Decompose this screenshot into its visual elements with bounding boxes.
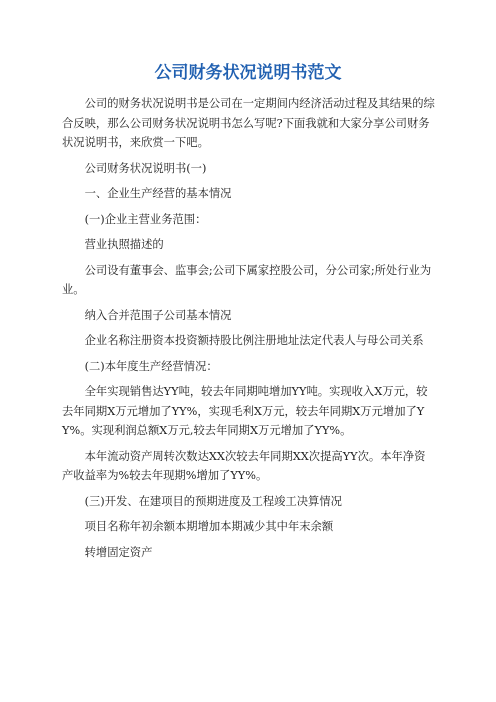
paragraph-heading-1: 一、企业生产经营的基本情况 (84, 187, 232, 200)
document-title: 公司财务状况说明书范文 (154, 63, 342, 83)
paragraph-sales: 全年实现销售达YY吨，较去年同期吨增加YY吨。实现收入X万元，较去年同期X万元增加了YY%，实现毛利X万元，较去年同期X万元增加了YY%。实现利润总额X万元,较去年同期X万元增加了YY%。 (62, 385, 428, 437)
document-body (62, 94, 436, 568)
paragraph-subheading-2: (二)本年度生产经营情况： (84, 359, 218, 373)
paragraph-turnover: 本年流动资产周转次数达XX次较去年同期XX次提高YY次。本年净资产收益率为%较去年现期%增加了YY%。 (62, 449, 426, 482)
paragraph-subheading-1: (一)企业主营业务范围： (84, 212, 207, 226)
paragraph-license: 营业执照描述的 (84, 238, 164, 251)
paragraph-section-heading: 公司财务状况说明书(一) (84, 161, 207, 175)
paragraph-project-columns: 项目名称年初余额本期增加本期减少其中年末余额 (84, 520, 334, 533)
paragraph-fixed-assets: 转增固定资产 (84, 545, 153, 559)
paragraph-consolidation: 纳入合并范围子公司基本情况 (84, 308, 232, 322)
paragraph-subheading-3: (三)开发、在建项目的预期进度及工程竣工决算情况 (84, 494, 342, 508)
paragraph-intro: 公司的财务状况说明书是公司在一定期间内经济活动过程及其结果的综合反映，那么公司财务状况说明书怎么写呢?下面我就和大家分享公司财务状况说明书，来欣赏一下吧。 (62, 97, 435, 149)
paragraph-structure: 公司设有董事会、监事会;公司下属家控股公司，分公司家;所处行业为业。 (62, 263, 432, 296)
paragraph-subsidiary-columns: 企业名称注册资本投资额持股比例注册地址法定代表人与母公司关系 (84, 334, 424, 347)
